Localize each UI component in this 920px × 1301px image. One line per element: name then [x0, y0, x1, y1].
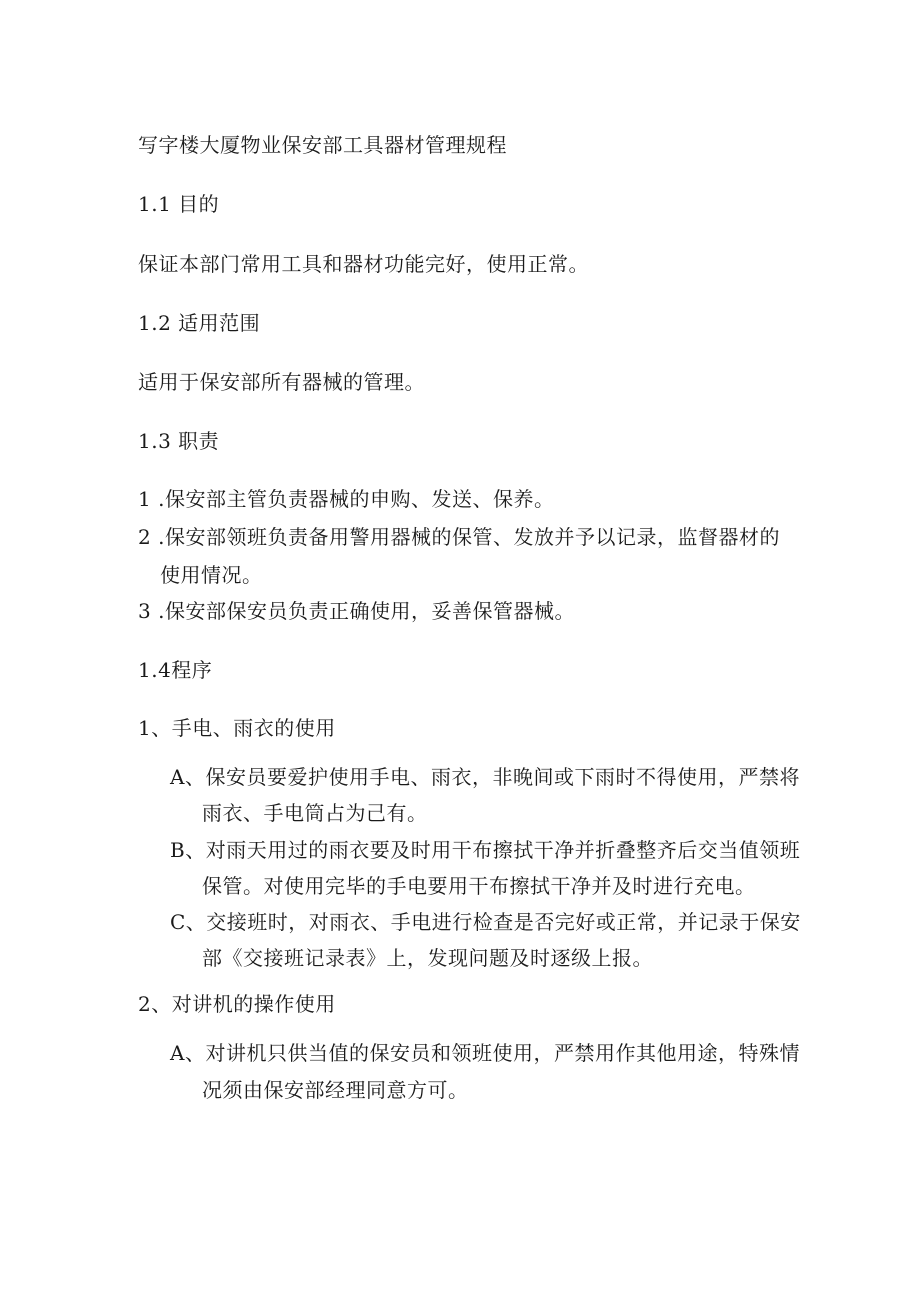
procedure-2a-line-2: 况须由保安部经理同意方可。 [202, 1078, 469, 1102]
section-body-scope: 适用于保安部所有器械的管理。 [138, 370, 425, 394]
procedure-1a-line-1: A、保安员要爱护使用手电、雨衣，非晚间或下雨时不得使用，严禁将 [170, 765, 800, 789]
procedure-1b-line-1: B、对雨天用过的雨衣要及时用干布擦拭干净并折叠整齐后交当值领班 [170, 838, 801, 862]
duty-item-2-line-2: 使用情况。 [160, 563, 263, 587]
procedure-1c-line-1: C、交接班时，对雨衣、手电进行检查是否完好或正常，并记录于保安 [170, 910, 801, 934]
procedure-1c-line-2: 部《交接班记录表》上，发现问题及时逐级上报。 [202, 946, 653, 970]
section-heading-scope: 1.2 适用范围 [138, 311, 261, 335]
duty-item-1: 1 .保安部主管负责器械的申购、发送、保养。 [138, 487, 555, 511]
procedure-heading-1: 1、手电、雨衣的使用 [138, 716, 336, 740]
section-body-purpose: 保证本部门常用工具和器材功能完好，使用正常。 [138, 252, 589, 276]
procedure-heading-2: 2、对讲机的操作使用 [138, 992, 336, 1016]
duty-item-2-line-1: 2 .保安部领班负责备用警用器械的保管、发放并予以记录，监督器材的 [138, 525, 780, 549]
procedure-2a-line-1: A、对讲机只供当值的保安员和领班使用，严禁用作其他用途，特殊情 [170, 1041, 800, 1065]
document-title: 写字楼大厦物业保安部工具器材管理规程 [138, 133, 507, 157]
procedure-1a-line-2: 雨衣、手电筒占为己有。 [202, 801, 428, 825]
section-heading-duties: 1.3 职责 [138, 429, 220, 453]
procedure-1b-line-2: 保管。对使用完毕的手电要用干布擦拭干净并及时进行充电。 [202, 874, 756, 898]
duty-item-3: 3 .保安部保安员负责正确使用，妥善保管器械。 [138, 599, 575, 623]
section-heading-procedure: 1.4程序 [138, 658, 213, 682]
section-heading-purpose: 1.1 目的 [138, 192, 220, 216]
